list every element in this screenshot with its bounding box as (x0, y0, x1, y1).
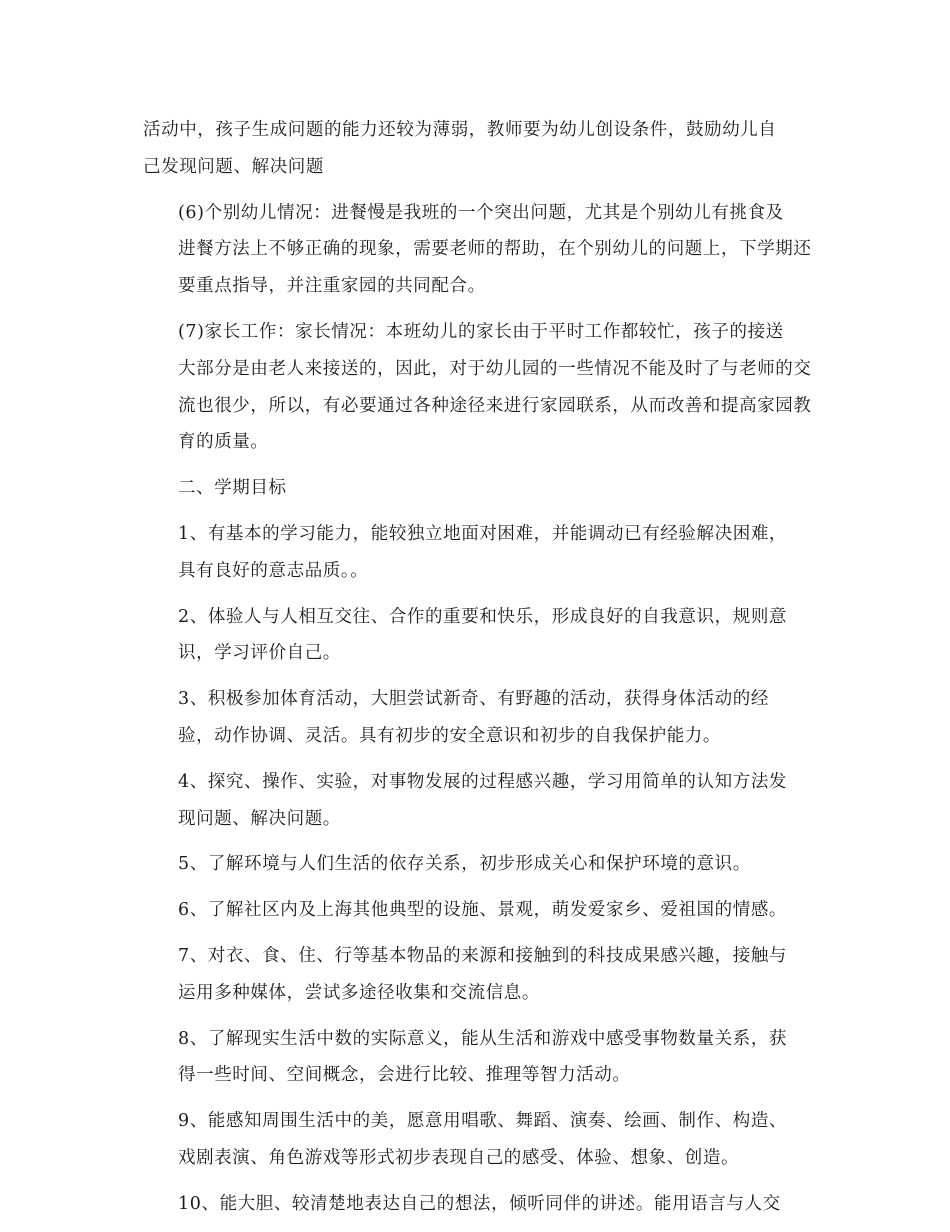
paragraph (143, 470, 808, 507)
text-line: 具有良好的意志品质。。 (178, 560, 369, 581)
text-line: 大部分是由老人来接送的，因此，对于幼儿园的一些情况不能及时了与老师的交 (178, 358, 812, 379)
paragraph (143, 938, 808, 1012)
paragraph (143, 1021, 808, 1095)
document-body (143, 112, 812, 1232)
text-line: 10、能大胆、较清楚地表达自己的想法，倾听同伴的讲述。能用语言与人交 (178, 1193, 781, 1214)
text-line: 4、探究、操作、实验，对事物发展的过程感兴趣，学习用简单的认知方法发 (178, 771, 788, 792)
paragraph (143, 681, 808, 755)
text-line: 3、积极参加体育活动，大胆尝试新奇、有野趣的活动，获得身体活动的经 (178, 689, 769, 710)
text-line: 活动中，孩子生成问题的能力还较为薄弱，教师要为幼儿创设条件，鼓励幼儿自 (143, 120, 777, 140)
text-line: 7、对衣、食、住、行等基本物品的来源和接触到的科技成果感兴趣，接触与 (178, 945, 788, 966)
paragraph (143, 846, 808, 883)
paragraph (143, 314, 812, 461)
text-line: 6、了解社区内及上海其他典型的设施、景观，萌发爱家乡、爱祖国的情感。 (178, 900, 788, 921)
paragraph (143, 1103, 808, 1177)
text-line: 识，学习评价自己。 (178, 643, 341, 664)
paragraph (143, 892, 808, 929)
text-line: 己发现问题、解决问题 (143, 156, 324, 177)
text-line: 流也很少，所以，有必要通过各种途径来进行家园联系，从而改善和提高家园教 (178, 395, 812, 416)
text-line: 运用多种媒体，尝试多途径收集和交流信息。 (178, 982, 540, 1003)
text-line: 9、能感知周围生活中的美，愿意用唱歌、舞蹈、演奏、绘画、制作、构造、 (178, 1111, 788, 1132)
text-line: 进餐方法上不够正确的现象，需要老师的帮助，在个别幼儿的问题上，下学期还 (178, 239, 812, 260)
text-line: 5、了解环境与人们生活的依存关系，初步形成关心和保护环境的意识。 (178, 854, 751, 875)
paragraph (143, 1186, 808, 1223)
text-line: (6)个别幼儿情况：进餐慢是我班的一个突出问题，尤其是个别幼儿有挑食及 (178, 202, 784, 223)
text-line: 8、了解现实生活中数的实际意义，能从生活和游戏中感受事物数量关系，获 (178, 1028, 788, 1049)
paragraph (143, 195, 812, 305)
paragraph (143, 764, 808, 838)
paragraph (143, 516, 808, 590)
text-line: 育的质量。 (178, 432, 269, 453)
text-line: 现问题、解决问题。 (178, 808, 341, 829)
text-line: 验，动作协调、灵活。具有初步的安全意识和初步的自我保护能力。 (178, 725, 721, 746)
text-line: 2、体验人与人相互交往、合作的重要和快乐，形成良好的自我意识，规则意 (178, 606, 788, 627)
paragraph (143, 599, 808, 673)
text-line: 得一些时间、空间概念，会进行比较、推理等智力活动。 (178, 1065, 631, 1086)
text-line: 要重点指导，并注重家园的共同配合。 (178, 276, 486, 297)
text-line: (7)家长工作：家长情况：本班幼儿的家长由于平时工作都较忙，孩子的接送 (178, 321, 784, 342)
text-line: 二、学期目标 (178, 478, 287, 499)
text-line: 1、有基本的学习能力，能较独立地面对困难，并能调动已有经验解决困难， (178, 523, 788, 544)
text-line: 戏剧表演、角色游戏等形式初步表现自己的感受、体验、想象、创造。 (178, 1147, 740, 1168)
paragraph (143, 112, 808, 186)
